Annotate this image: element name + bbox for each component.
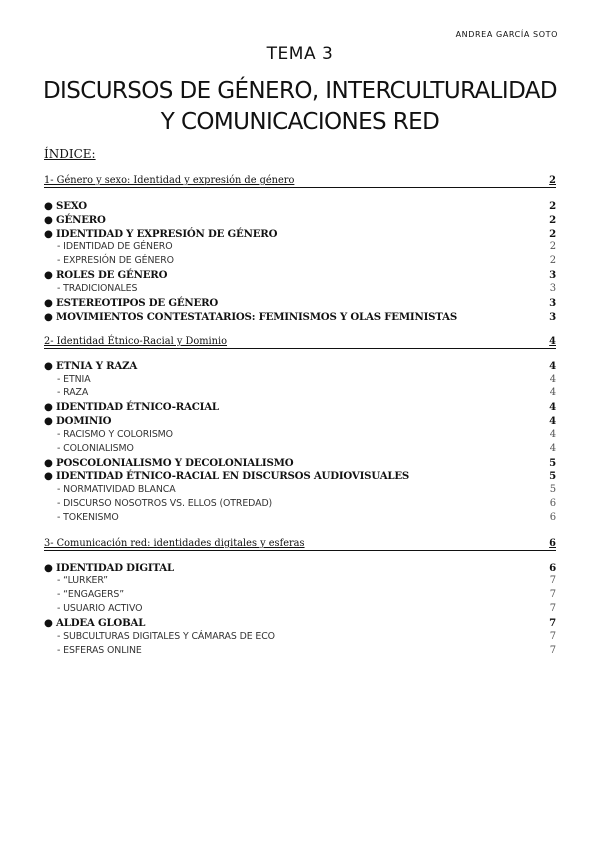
tema-label: TEMA 3 xyxy=(266,44,334,64)
toc-page-number: 6 xyxy=(549,562,556,574)
toc-entry-title: - ETNIA xyxy=(57,374,91,385)
toc-subentry-row xyxy=(44,373,556,387)
toc-page-number: 7 xyxy=(549,617,556,629)
toc-subentry-row xyxy=(44,240,556,254)
toc-page-number: 7 xyxy=(549,575,556,586)
toc-page-number: 3 xyxy=(549,297,556,309)
toc-subentry-row xyxy=(44,428,556,442)
toc-entry-title: ● MOVIMIENTOS CONTESTATARIOS: FEMINISMOS Y OLAS FEMINISTAS xyxy=(44,311,457,323)
toc-page-number: 2 xyxy=(549,228,556,240)
toc-entry-row xyxy=(44,227,556,241)
toc-page-number: 4 xyxy=(549,387,556,398)
toc-entry-title: - RACISMO Y COLORISMO xyxy=(57,429,173,440)
toc-subentry-row xyxy=(44,386,556,400)
toc-page-number: 4 xyxy=(549,401,556,413)
toc-entry-title: - ESFERAS ONLINE xyxy=(57,645,142,656)
toc-page-number: 2 xyxy=(549,200,556,212)
toc-section-row xyxy=(44,335,556,349)
toc-page-number: 6 xyxy=(549,498,556,509)
toc-entry-title: ● GÉNERO xyxy=(44,214,106,226)
toc-page-number: 5 xyxy=(549,457,556,469)
document-title xyxy=(0,76,600,138)
toc-entry-title: ● ALDEA GLOBAL xyxy=(44,617,146,629)
toc-section-row xyxy=(44,537,556,551)
toc-entry-title: ● IDENTIDAD ÉTNICO-RACIAL xyxy=(44,401,219,413)
toc-page-number: 2 xyxy=(549,214,556,226)
toc-entry-title: - “ENGAGERS” xyxy=(57,589,124,600)
toc-page-number: 4 xyxy=(549,443,556,454)
toc-page-number: 2 xyxy=(549,255,556,266)
toc-entry-title: - USUARIO ACTIVO xyxy=(57,603,143,614)
toc-entry-title: ● SEXO xyxy=(44,200,87,212)
index-heading: ÍNDICE: xyxy=(44,147,96,161)
toc-entry-title: 1- Género y sexo: Identidad y expresión de género xyxy=(44,175,295,186)
toc-entry-title: - TOKENISMO xyxy=(57,512,119,523)
toc-section-row xyxy=(44,174,556,188)
author-name: ANDREA GARCÍA SOTO xyxy=(455,30,558,39)
toc-entry-title: ● IDENTIDAD Y EXPRESIÓN DE GÉNERO xyxy=(44,228,278,240)
toc-entry-title: ● IDENTIDAD ÉTNICO-RACIAL EN DISCURSOS AUDIOVISUALES xyxy=(44,470,410,482)
toc-page-number: 5 xyxy=(549,484,556,495)
toc-entry-title: ● ESTEREOTIPOS DE GÉNERO xyxy=(44,297,219,309)
toc-page-number: 4 xyxy=(549,374,556,385)
toc-subentry-row xyxy=(44,254,556,268)
toc-page-number: 7 xyxy=(549,631,556,642)
toc-entry-title: 3- Comunicación red: identidades digitales y esferas xyxy=(44,538,305,549)
toc-page-number: 3 xyxy=(549,283,556,294)
toc-entry-row xyxy=(44,359,556,373)
toc-subentry-row xyxy=(44,483,556,497)
toc-entry-title: - IDENTIDAD DE GÉNERO xyxy=(57,241,173,252)
toc-entry-row xyxy=(44,414,556,428)
toc-subentry-row xyxy=(44,630,556,644)
toc-subentry-row xyxy=(44,602,556,616)
toc-page-number: 2 xyxy=(549,241,556,252)
toc-entry-title: - COLONIALISMO xyxy=(57,443,134,454)
toc-entry-title: ● DOMINIO xyxy=(44,415,112,427)
toc-page-number: 5 xyxy=(549,470,556,482)
toc-entry-row xyxy=(44,213,556,227)
toc-subentry-row xyxy=(44,497,556,511)
toc-entry-row xyxy=(44,199,556,213)
toc-page-number: 7 xyxy=(549,645,556,656)
toc-entry-row xyxy=(44,296,556,310)
toc-subentry-row xyxy=(44,644,556,658)
toc-subentry-row xyxy=(44,588,556,602)
title-line-1: DISCURSOS DE GÉNERO, INTERCULTURALIDAD xyxy=(42,78,558,104)
toc-subentry-row xyxy=(44,574,556,588)
toc-entry-row xyxy=(44,456,556,470)
toc-page-number: 6 xyxy=(549,538,556,549)
toc-page-number: 7 xyxy=(549,589,556,600)
toc-entry-title: ● IDENTIDAD DIGITAL xyxy=(44,562,174,574)
toc-entry-row xyxy=(44,268,556,282)
toc-entry-row xyxy=(44,469,556,483)
toc-entry-title: ● ETNIA Y RAZA xyxy=(44,360,138,372)
toc-entry-title: - DISCURSO NOSOTROS VS. ELLOS (OTREDAD) xyxy=(57,498,273,509)
toc-page-number: 6 xyxy=(549,512,556,523)
toc-entry-title: - TRADICIONALES xyxy=(57,283,138,294)
toc-page-number: 3 xyxy=(549,311,556,323)
toc-subentry-row xyxy=(44,442,556,456)
toc-entry-title: ● ROLES DE GÉNERO xyxy=(44,269,168,281)
title-line-2: Y COMUNICACIONES RED xyxy=(160,109,440,135)
toc-entry-row xyxy=(44,561,556,575)
toc-subentry-row xyxy=(44,511,556,525)
toc-page-number: 3 xyxy=(549,269,556,281)
toc-page-number: 2 xyxy=(549,175,556,186)
toc-page-number: 7 xyxy=(549,603,556,614)
toc-page-number: 4 xyxy=(549,429,556,440)
toc-entry-row xyxy=(44,616,556,630)
toc-entry-title: - RAZA xyxy=(57,387,89,398)
toc-page-number: 4 xyxy=(549,415,556,427)
toc-entry-title: - “LURKER” xyxy=(57,575,108,586)
toc-entry-title: 2- Identidad Étnico-Racial y Dominio xyxy=(44,336,228,347)
toc-entry-row xyxy=(44,400,556,414)
toc-entry-row xyxy=(44,310,556,324)
toc-subentry-row xyxy=(44,282,556,296)
toc-entry-title: - NORMATIVIDAD BLANCA xyxy=(57,484,176,495)
toc-page-number: 4 xyxy=(549,360,556,372)
toc-entry-title: ● POSCOLONIALISMO Y DECOLONIALISMO xyxy=(44,457,294,469)
toc-page-number: 4 xyxy=(549,336,556,347)
toc-entry-title: - EXPRESIÓN DE GÉNERO xyxy=(57,255,174,266)
toc-entry-title: - SUBCULTURAS DIGITALES Y CÁMARAS DE ECO xyxy=(57,631,275,642)
